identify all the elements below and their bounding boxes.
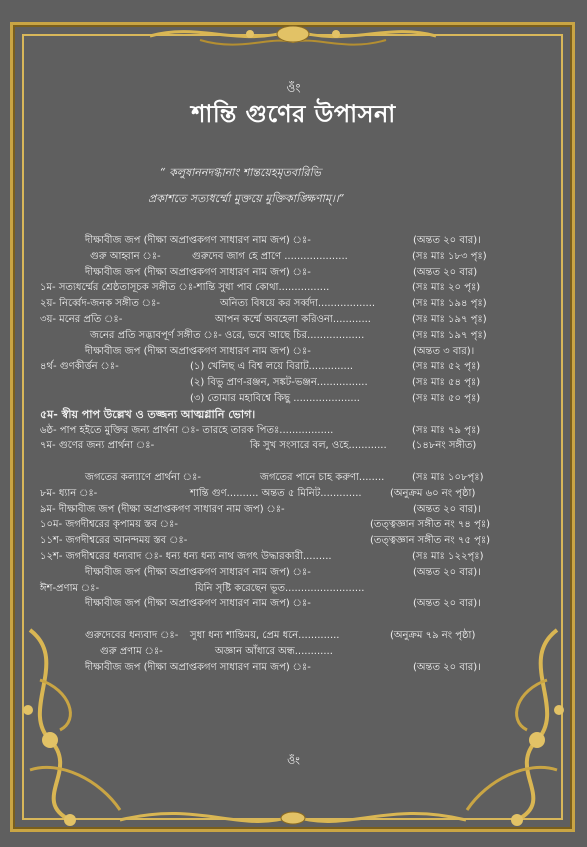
list-item bbox=[40, 391, 552, 407]
item-mid: গুরুদেব জাগ হে প্রাণে .................... bbox=[192, 250, 348, 262]
item-left: ৪র্থ- গুণকীর্ত্তন ঃ- bbox=[40, 361, 119, 373]
list-item bbox=[40, 565, 552, 581]
item-right: (সঃ মাঃ ১৮৩ পৃঃ) bbox=[412, 250, 487, 262]
item-left: দীক্ষাবীজ জপ (দীক্ষা অপ্রাপ্তকগণ সাধারণ নাম জপ) ঃ- bbox=[85, 266, 311, 278]
list-item bbox=[40, 612, 552, 628]
item-right: (অন্তত ৩ বার)। bbox=[413, 345, 475, 357]
list-item bbox=[40, 549, 552, 565]
verse-line-2: প্রকাশতে সত্যধর্ম্মো মুক্তয়ে মুক্তিকাঙ্ক্ষিণাম্।।” bbox=[148, 192, 345, 205]
list-item bbox=[40, 265, 552, 281]
item-left: জনের প্রতি সদ্ভাবপূর্ণ সঙ্গীত ঃ- ওরে, ভবে আছে চির.................. bbox=[90, 329, 365, 341]
item-left: ঈশ-প্রণাম ঃ- bbox=[40, 582, 100, 594]
program-list bbox=[40, 233, 552, 675]
list-item bbox=[40, 249, 552, 265]
item-right: (অনুক্রম ৬০ নং পৃষ্ঠা) bbox=[390, 487, 476, 499]
item-right: (অন্তত ২০ বার)। bbox=[413, 503, 481, 515]
list-item bbox=[40, 533, 552, 549]
item-left: ৮ম- ধ্যান ঃ- bbox=[40, 487, 98, 499]
page-title: শান্তি গুণের উপাসনা bbox=[191, 100, 396, 128]
item-right: (সঃ মাঃ ৫০ পৃঃ) bbox=[412, 392, 481, 404]
list-item bbox=[40, 596, 552, 612]
item-right: (সঃ মাঃ ১০৮পৃঃ) bbox=[412, 471, 484, 483]
item-right: (সঃ মাঃ ১৯৪ পৃঃ) bbox=[412, 298, 487, 310]
item-left: গুরু আহ্বান ঃ- bbox=[90, 250, 161, 262]
item-right: (অন্তত ২০ বার) bbox=[413, 266, 478, 278]
item-left: ৯ম- দীক্ষাবীজ জপ (দীক্ষা অপ্রাপ্তকগণ সাধারণ নাম জপ) ঃ- bbox=[40, 503, 285, 515]
item-left: দীক্ষাবীজ জপ (দীক্ষা অপ্রাপ্তকগণ সাধারণ নাম জপ) ঃ- bbox=[85, 235, 311, 246]
list-item bbox=[40, 502, 552, 518]
item-right: (অন্তত ২০ বার)। bbox=[413, 566, 481, 578]
item-left: দীক্ষাবীজ জপ (দীক্ষা অপ্রাপ্তকগণ সাধারণ নাম জপ) ঃ- bbox=[85, 345, 311, 357]
list-item bbox=[40, 517, 552, 533]
item-mid: কি সুখ সংসারে বল, ওহে............ bbox=[250, 440, 387, 452]
item-mid: আপন কর্ম্মে অবহেলা করিওনা............ bbox=[215, 313, 371, 325]
item-left: ২য়- নির্ব্বেদ-জনক সঙ্গীত ঃ- bbox=[40, 298, 160, 310]
item-left: ১ম- সত্যধর্ম্মের শ্রেষ্ঠতাসূচক সঙ্গীত ঃ-শান্তি সুধা পাব কোথা................ bbox=[40, 282, 330, 294]
list-item bbox=[40, 423, 552, 439]
bottom-ornament bbox=[0, 790, 587, 840]
list-item bbox=[40, 628, 552, 644]
item-right: (অন্তত ২০ বার)। bbox=[413, 598, 481, 610]
list-item bbox=[40, 438, 552, 454]
item-left: ৩য়- মনের প্রতি ঃ- bbox=[40, 313, 123, 325]
list-item bbox=[40, 312, 552, 328]
list-item bbox=[40, 233, 552, 249]
item-right: (সঃ মাঃ ১৯৭ পৃঃ) bbox=[412, 313, 487, 325]
item-mid: শান্তি গুণ.......... অন্তত ৫ মিনিট............. bbox=[190, 487, 362, 499]
list-item bbox=[40, 486, 552, 502]
item-right: (তত্ত্বজ্ঞান সঙ্গীত নং ৭৪ পৃঃ) bbox=[370, 519, 491, 531]
item-mid: (২) বিভু প্রাণ-রঞ্জন, সঙ্কট-ভঞ্জন................ bbox=[190, 377, 368, 389]
item-left: ১২শ- জগদীশ্বরের ধন্যবাদ ঃ- ধন্য ধন্য ধন্য নাথ জগৎ উদ্ধারকারী......... bbox=[40, 550, 332, 562]
verse-line-1: “ কলুষাননদগ্ধানাং শান্তয়েহমৃতবারিভি bbox=[160, 166, 321, 179]
item-right: (সঃ মাঃ ৫৪ পৃঃ) bbox=[412, 377, 481, 389]
list-item bbox=[40, 296, 552, 312]
om-symbol-bottom: ওঁং bbox=[287, 754, 300, 767]
item-right: (অনুক্রম ৭৯ নং পৃষ্ঠা) bbox=[390, 629, 476, 641]
item-right: (অন্তত ২০ বার)। bbox=[413, 661, 481, 673]
item-left: ১১শ- জগদীশ্বরের আনন্দময় স্তব ঃ- bbox=[40, 535, 188, 547]
item-mid: সুধা ধন্য শান্তিময়, প্রেম ধনে............. bbox=[190, 629, 340, 641]
item-mid: (৩) তোমার মহাবিশ্বে কিছু ..................... bbox=[190, 392, 360, 404]
item-left: ৫ম- স্বীয় পাপ উল্লেখ ও তজ্জন্য আত্মগ্লানি ভোগ। bbox=[40, 407, 256, 421]
list-item bbox=[40, 407, 552, 423]
item-left: দীক্ষাবীজ জপ (দীক্ষা অপ্রাপ্তকগণ সাধারণ নাম জপ) ঃ- bbox=[85, 661, 311, 673]
list-item bbox=[40, 344, 552, 360]
list-item bbox=[40, 328, 552, 344]
item-right: (সঃ মাঃ ১৯৭ পৃঃ) bbox=[412, 329, 487, 341]
list-item bbox=[40, 375, 552, 391]
item-right: (সঃ মাঃ ২০ পৃঃ) bbox=[412, 282, 481, 294]
item-left: গুরু প্রণাম ঃ- bbox=[100, 645, 163, 657]
item-right: (সঃ মাঃ ৫২ পৃঃ) bbox=[412, 361, 481, 373]
list-item bbox=[40, 660, 552, 676]
item-mid: অজ্ঞান আঁধারে অন্ধ............ bbox=[215, 645, 333, 657]
om-symbol-top: ওঁং bbox=[286, 81, 301, 95]
item-left: গুরুদেবের ধন্যবাদ ঃ- bbox=[85, 629, 179, 641]
list-item bbox=[40, 454, 552, 470]
item-left: দীক্ষাবীজ জপ (দীক্ষা অপ্রাপ্তকগণ সাধারণ নাম জপ) ঃ- bbox=[85, 598, 311, 610]
item-right: (সঃ মাঃ ৭৯ পৃঃ) bbox=[412, 424, 481, 436]
item-left: জগতের কল্যাণে প্রার্থনা ঃ- bbox=[85, 471, 201, 483]
list-item bbox=[40, 470, 552, 486]
item-right: (১৪৮নং সঙ্গীত) bbox=[412, 440, 477, 452]
list-item bbox=[40, 581, 552, 597]
item-right: (তত্ত্বজ্ঞান সঙ্গীত নং ৭৫ পৃঃ) bbox=[370, 535, 491, 547]
item-right: (অন্তত ২০ বার)। bbox=[413, 235, 481, 246]
item-mid: জগতের পানে চাহ করুণা........ bbox=[260, 471, 385, 483]
item-mid: যিনি সৃষ্টি করেছেন ভূত......................... bbox=[195, 582, 365, 594]
item-left: দীক্ষাবীজ জপ (দীক্ষা অপ্রাপ্তকগণ সাধারণ নাম জপ) ঃ- bbox=[85, 566, 311, 578]
list-item bbox=[40, 359, 552, 375]
list-item bbox=[40, 644, 552, 660]
item-right: (সঃ মাঃ ১২২পৃঃ) bbox=[412, 550, 484, 562]
list-item bbox=[40, 280, 552, 296]
item-mid: (১) খেলিছ এ বিশ্ব লয়ে বিরাট.............. bbox=[190, 361, 354, 373]
item-left: ৭ম- গুণের জন্য প্রার্থনা ঃ- bbox=[40, 440, 155, 452]
top-ornament bbox=[0, 18, 587, 54]
item-left: ১০ম- জগদীশ্বরের কৃপাময় স্তব ঃ- bbox=[40, 519, 178, 531]
item-left: ৬ষ্ঠ- পাপ হইতে মুক্তির জন্য প্রার্থনা ঃ- তারহে তারক পিতঃ................. bbox=[40, 424, 334, 436]
sanskrit-verse bbox=[148, 160, 460, 212]
item-mid: অনিত্য বিষয়ে কর সর্ব্বদা.................. bbox=[220, 298, 376, 310]
